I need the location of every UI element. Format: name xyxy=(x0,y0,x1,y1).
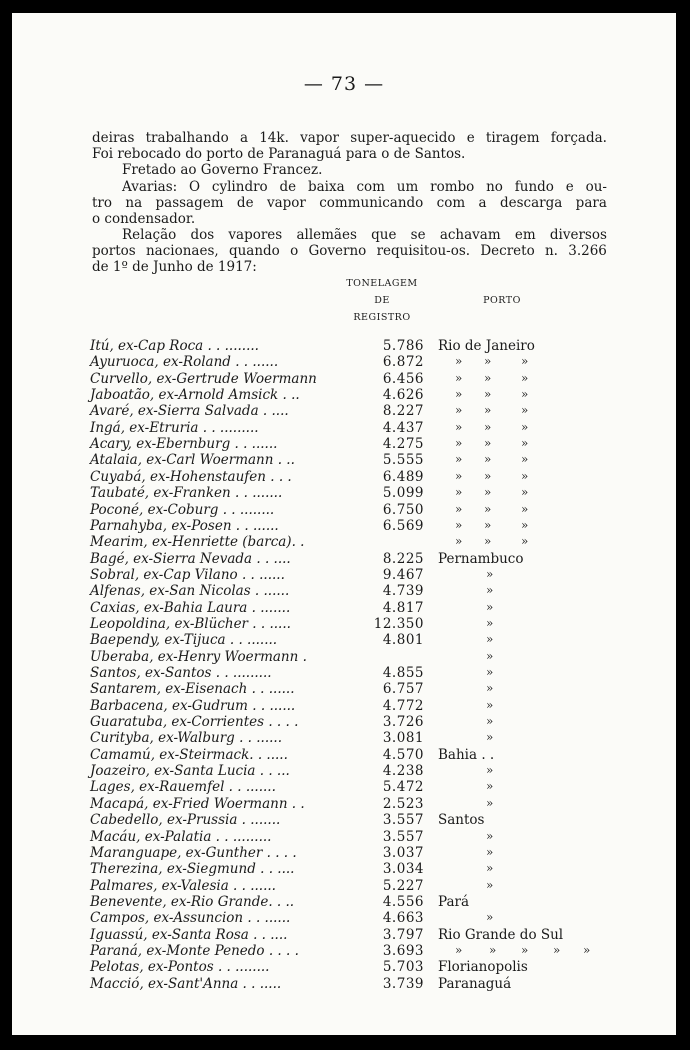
table-row xyxy=(90,354,650,370)
ditto-mark: » xyxy=(455,436,463,451)
tonnage-value: 6.872 xyxy=(382,354,424,371)
table-row xyxy=(90,796,650,812)
table-row xyxy=(90,714,650,730)
ditto-mark: » xyxy=(486,828,494,843)
tonnage-value: 3.739 xyxy=(382,975,424,992)
ditto-mark: » xyxy=(486,665,494,679)
vessel-name: Cabedello, ex-Prussia . ....... xyxy=(90,812,281,829)
ditto-mark: » xyxy=(486,861,494,876)
ditto-mark: » xyxy=(484,354,492,369)
header-tonelagem-line: DE xyxy=(374,295,390,306)
table-row xyxy=(90,894,650,910)
table-row xyxy=(90,567,650,583)
ditto-mark: » xyxy=(486,632,494,647)
table-row xyxy=(90,387,650,403)
table-row xyxy=(90,878,650,894)
vessel-name: Ingá, ex-Etruria . . ......... xyxy=(90,419,259,436)
tonnage-value: 4.772 xyxy=(382,697,424,714)
table-row xyxy=(90,829,650,845)
ditto-mark: » xyxy=(521,942,529,957)
vessel-name: Santos, ex-Santos . . ......... xyxy=(90,665,272,681)
table-row xyxy=(90,338,650,354)
ditto-mark: » xyxy=(486,648,494,663)
text-line-3: Fretado ao Governo Francez. xyxy=(122,162,323,178)
vessel-name: Bagé, ex-Sierra Nevada . . .... xyxy=(90,550,291,567)
ditto-mark: » xyxy=(486,583,494,598)
text-line-1: deiras trabalhando a 14k. vapor super-aquecido e tiragem forçada. xyxy=(92,130,607,146)
ditto-mark: » xyxy=(486,599,494,614)
ditto-mark: » xyxy=(486,730,494,745)
ditto-mark: » xyxy=(484,452,492,467)
ditto-mark: » xyxy=(484,387,492,402)
ditto-mark: » xyxy=(455,354,463,369)
ditto-mark: » xyxy=(455,403,463,418)
tonnage-value: 4.817 xyxy=(382,599,424,616)
ditto-mark: » xyxy=(486,763,494,778)
port-name: Pernambuco xyxy=(438,550,524,567)
ditto-mark: » xyxy=(486,779,494,794)
table-row xyxy=(90,845,650,861)
ditto-mark: » xyxy=(521,501,529,516)
tonnage-value: 6.569 xyxy=(382,517,424,534)
ditto-mark: » xyxy=(486,877,494,892)
ditto-mark: » xyxy=(521,534,529,549)
table-row xyxy=(90,551,650,567)
vessel-name: Pelotas, ex-Pontos . . ........ xyxy=(90,959,270,976)
vessel-name: Ayuruoca, ex-Roland . . ...... xyxy=(90,354,279,371)
vessel-name: Baependy, ex-Tijuca . . ....... xyxy=(90,632,278,649)
ditto-mark: » xyxy=(484,419,492,434)
vessel-name: Macapá, ex-Fried Woermann . . xyxy=(90,795,305,812)
table-row xyxy=(90,943,650,959)
port-name: Paranaguá xyxy=(438,975,512,992)
ditto-mark: » xyxy=(484,468,492,483)
vessel-name: Palmares, ex-Valesia . . ...... xyxy=(90,877,276,894)
text-line-7: Relação dos vapores allemães que se achavam em diversos xyxy=(122,227,607,243)
port-name: Rio Grande do Sul xyxy=(438,926,564,943)
ditto-mark: » xyxy=(521,468,529,483)
ditto-mark: » xyxy=(486,566,494,581)
table-row xyxy=(90,420,650,436)
ditto-mark: » xyxy=(486,615,494,630)
text-line-9: de 1º de Junho de 1917: xyxy=(92,259,257,275)
table-row xyxy=(90,502,650,518)
vessel-name: Santarem, ex-Eisenach . . ...... xyxy=(90,681,295,698)
vessel-name: Uberaba, ex-Henry Woermann . xyxy=(90,648,307,665)
tonnage-value: 4.570 xyxy=(382,746,424,763)
ditto-mark: » xyxy=(455,485,463,500)
port-name: Florianopolis xyxy=(438,959,528,976)
ditto-mark: » xyxy=(583,942,591,957)
ditto-mark: » xyxy=(455,452,463,467)
text-line-5: tro na passagem de vapor communicando com a descarga para xyxy=(92,195,607,211)
vessel-name: Macáu, ex-Palatia . . ......... xyxy=(90,828,272,845)
tonnage-value: 3.726 xyxy=(382,714,424,731)
tonnage-value: 12.350 xyxy=(373,615,424,632)
vessel-name: Camamú, ex-Steirmack. . ..... xyxy=(90,746,288,763)
vessel-name: Therezina, ex-Siegmund . . .... xyxy=(90,861,295,878)
table-row xyxy=(90,730,650,746)
tonnage-value: 8.225 xyxy=(382,550,424,567)
vessel-name: Itú, ex-Cap Roca . . ........ xyxy=(90,338,259,354)
text-line-2: Foi rebocado do porto de Paranaguá para o de Santos. xyxy=(92,146,466,162)
tonnage-value: 3.081 xyxy=(382,730,424,747)
table-row xyxy=(90,371,650,387)
table-row xyxy=(90,959,650,975)
tonnage-value: 5.555 xyxy=(382,452,424,469)
ditto-mark: » xyxy=(486,714,494,729)
text-line-6: o condensador. xyxy=(92,211,196,227)
ditto-mark: » xyxy=(486,697,494,712)
vessel-name: Lages, ex-Rauemfel . . ....... xyxy=(90,779,276,796)
vessel-name: Avaré, ex-Sierra Salvada . .... xyxy=(90,403,289,420)
tonnage-value: 4.238 xyxy=(382,763,424,780)
header-tonelagem xyxy=(342,278,422,323)
tonnage-value: 3.557 xyxy=(382,812,424,829)
tonnage-value: 4.556 xyxy=(382,893,424,910)
ditto-mark: » xyxy=(521,403,529,418)
ditto-mark: » xyxy=(455,534,463,549)
table-row xyxy=(90,616,650,632)
tonnage-value: 3.693 xyxy=(382,942,424,959)
tonnage-value: 5.099 xyxy=(382,485,424,502)
vessel-name: Cuyabá, ex-Hohenstaufen . . . xyxy=(90,468,292,485)
vessel-name: Curvello, ex-Gertrude Woermann xyxy=(90,370,317,387)
table-row xyxy=(90,436,650,452)
tonnage-value: 6.757 xyxy=(382,681,424,698)
tonnage-value: 4.663 xyxy=(382,910,424,927)
vessel-name: Macció, ex-Sant'Anna . . ..... xyxy=(90,975,282,992)
table-row xyxy=(90,812,650,828)
header-tonelagem-line: TONELAGEM xyxy=(346,278,418,289)
vessel-name: Joazeiro, ex-Santa Lucia . . ... xyxy=(90,763,290,780)
tonnage-value: 3.037 xyxy=(382,844,424,861)
page-number: — 73 — xyxy=(303,73,385,95)
vessel-name: Atalaia, ex-Carl Woermann . .. xyxy=(90,452,295,469)
tonnage-value: 9.467 xyxy=(382,566,424,583)
ditto-mark: » xyxy=(455,468,463,483)
vessel-name: Mearim, ex-Henriette (barca). . xyxy=(90,534,305,551)
ditto-mark: » xyxy=(521,419,529,434)
ditto-mark: » xyxy=(521,387,529,402)
table-row xyxy=(90,779,650,795)
header-tonelagem-line: REGISTRO xyxy=(353,312,411,323)
text-line-4: Avarias: O cylindro de baixa com um rombo no fundo e ou- xyxy=(122,179,607,195)
tonnage-value: 4.801 xyxy=(382,632,424,649)
vessel-name: Poconé, ex-Coburg . . ........ xyxy=(90,501,275,518)
vessel-name: Benevente, ex-Rio Grande. . .. xyxy=(90,893,295,910)
table-row xyxy=(90,469,650,485)
vessel-name: Curityba, ex-Walburg . . ...... xyxy=(90,730,283,747)
table-row xyxy=(90,763,650,779)
ditto-mark: » xyxy=(484,403,492,418)
ditto-mark: » xyxy=(489,942,497,957)
document-page xyxy=(12,13,676,1035)
table-row xyxy=(90,698,650,714)
ditto-mark: » xyxy=(486,910,494,925)
tonnage-value: 3.797 xyxy=(382,926,424,943)
tonnage-value: 4.626 xyxy=(382,387,424,404)
vessel-name: Guaratuba, ex-Corrientes . . . . xyxy=(90,714,299,731)
tonnage-value: 3.557 xyxy=(382,828,424,845)
port-name: Bahia . . xyxy=(438,746,495,763)
vessel-name: Maranguape, ex-Gunther . . . . xyxy=(90,844,297,861)
table-row xyxy=(90,861,650,877)
table-row xyxy=(90,485,650,501)
table-row xyxy=(90,403,650,419)
table-row xyxy=(90,910,650,926)
tonnage-value: 4.855 xyxy=(382,665,424,681)
vessel-name: Barbacena, ex-Gudrum . . ...... xyxy=(90,697,296,714)
table-row xyxy=(90,518,650,534)
ditto-mark: » xyxy=(484,517,492,532)
table-row xyxy=(90,534,650,550)
tonnage-value: 5.472 xyxy=(382,779,424,796)
ditto-mark: » xyxy=(521,370,529,385)
table-row xyxy=(90,452,650,468)
vessel-name: Jaboatão, ex-Arnold Amsick . .. xyxy=(90,387,300,404)
ditto-mark: » xyxy=(486,844,494,859)
ditto-mark: » xyxy=(484,370,492,385)
ditto-mark: » xyxy=(484,485,492,500)
ditto-mark: » xyxy=(553,942,561,957)
ditto-mark: » xyxy=(521,517,529,532)
table-row xyxy=(90,927,650,943)
ditto-mark: » xyxy=(455,419,463,434)
table-row xyxy=(90,649,650,665)
port-name: Pará xyxy=(438,893,470,910)
tonnage-value: 3.034 xyxy=(382,861,424,878)
vessel-name: Alfenas, ex-San Nicolas . ...... xyxy=(90,583,290,600)
vessel-name: Parnahyba, ex-Posen . . ...... xyxy=(90,517,279,534)
ditto-mark: » xyxy=(484,501,492,516)
ditto-mark: » xyxy=(455,387,463,402)
ditto-mark: » xyxy=(484,534,492,549)
tonnage-value: 4.739 xyxy=(382,583,424,600)
ditto-mark: » xyxy=(521,436,529,451)
table-row xyxy=(90,747,650,763)
tonnage-value: 6.456 xyxy=(382,370,424,387)
ditto-mark: » xyxy=(455,501,463,516)
tonnage-value: 8.227 xyxy=(382,403,424,420)
table-row xyxy=(90,976,650,992)
tonnage-value: 6.750 xyxy=(382,501,424,518)
table-row xyxy=(90,681,650,697)
tonnage-value: 6.489 xyxy=(382,468,424,485)
port-name: Santos xyxy=(438,812,485,829)
table-row xyxy=(90,600,650,616)
table-row xyxy=(90,632,650,648)
header-porto: PORTO xyxy=(483,295,521,306)
ditto-mark: » xyxy=(455,517,463,532)
ditto-mark: » xyxy=(455,942,463,957)
ditto-mark: » xyxy=(521,485,529,500)
tonnage-value: 5.227 xyxy=(382,877,424,894)
tonnage-value: 5.786 xyxy=(382,338,424,354)
ditto-mark: » xyxy=(521,354,529,369)
ditto-mark: » xyxy=(521,452,529,467)
ditto-mark: » xyxy=(484,436,492,451)
ditto-mark: » xyxy=(486,795,494,810)
vessel-name: Campos, ex-Assuncion . . ...... xyxy=(90,910,291,927)
text-line-8: portos nacionaes, quando o Governo requisitou-os. Decreto n. 3.266 xyxy=(92,243,607,259)
vessel-name: Sobral, ex-Cap Vilano . . ...... xyxy=(90,566,285,583)
vessel-name: Iguassú, ex-Santa Rosa . . .... xyxy=(90,926,288,943)
vessel-name: Caxias, ex-Bahia Laura . ....... xyxy=(90,599,291,616)
tonnage-value: 5.703 xyxy=(382,959,424,976)
vessel-name: Taubaté, ex-Franken . . ....... xyxy=(90,485,283,502)
vessel-name: Leopoldina, ex-Blücher . . ..... xyxy=(90,615,291,632)
tonnage-value: 4.437 xyxy=(382,419,424,436)
table-row xyxy=(90,583,650,599)
ditto-mark: » xyxy=(486,681,494,696)
vessel-name: Paraná, ex-Monte Penedo . . . . xyxy=(90,942,299,959)
ditto-mark: » xyxy=(455,370,463,385)
port-name: Rio de Janeiro xyxy=(438,338,535,354)
table-row xyxy=(90,665,650,681)
tonnage-value: 2.523 xyxy=(382,795,424,812)
tonnage-value: 4.275 xyxy=(382,436,424,453)
vessel-name: Acary, ex-Ebernburg . . ...... xyxy=(90,436,278,453)
